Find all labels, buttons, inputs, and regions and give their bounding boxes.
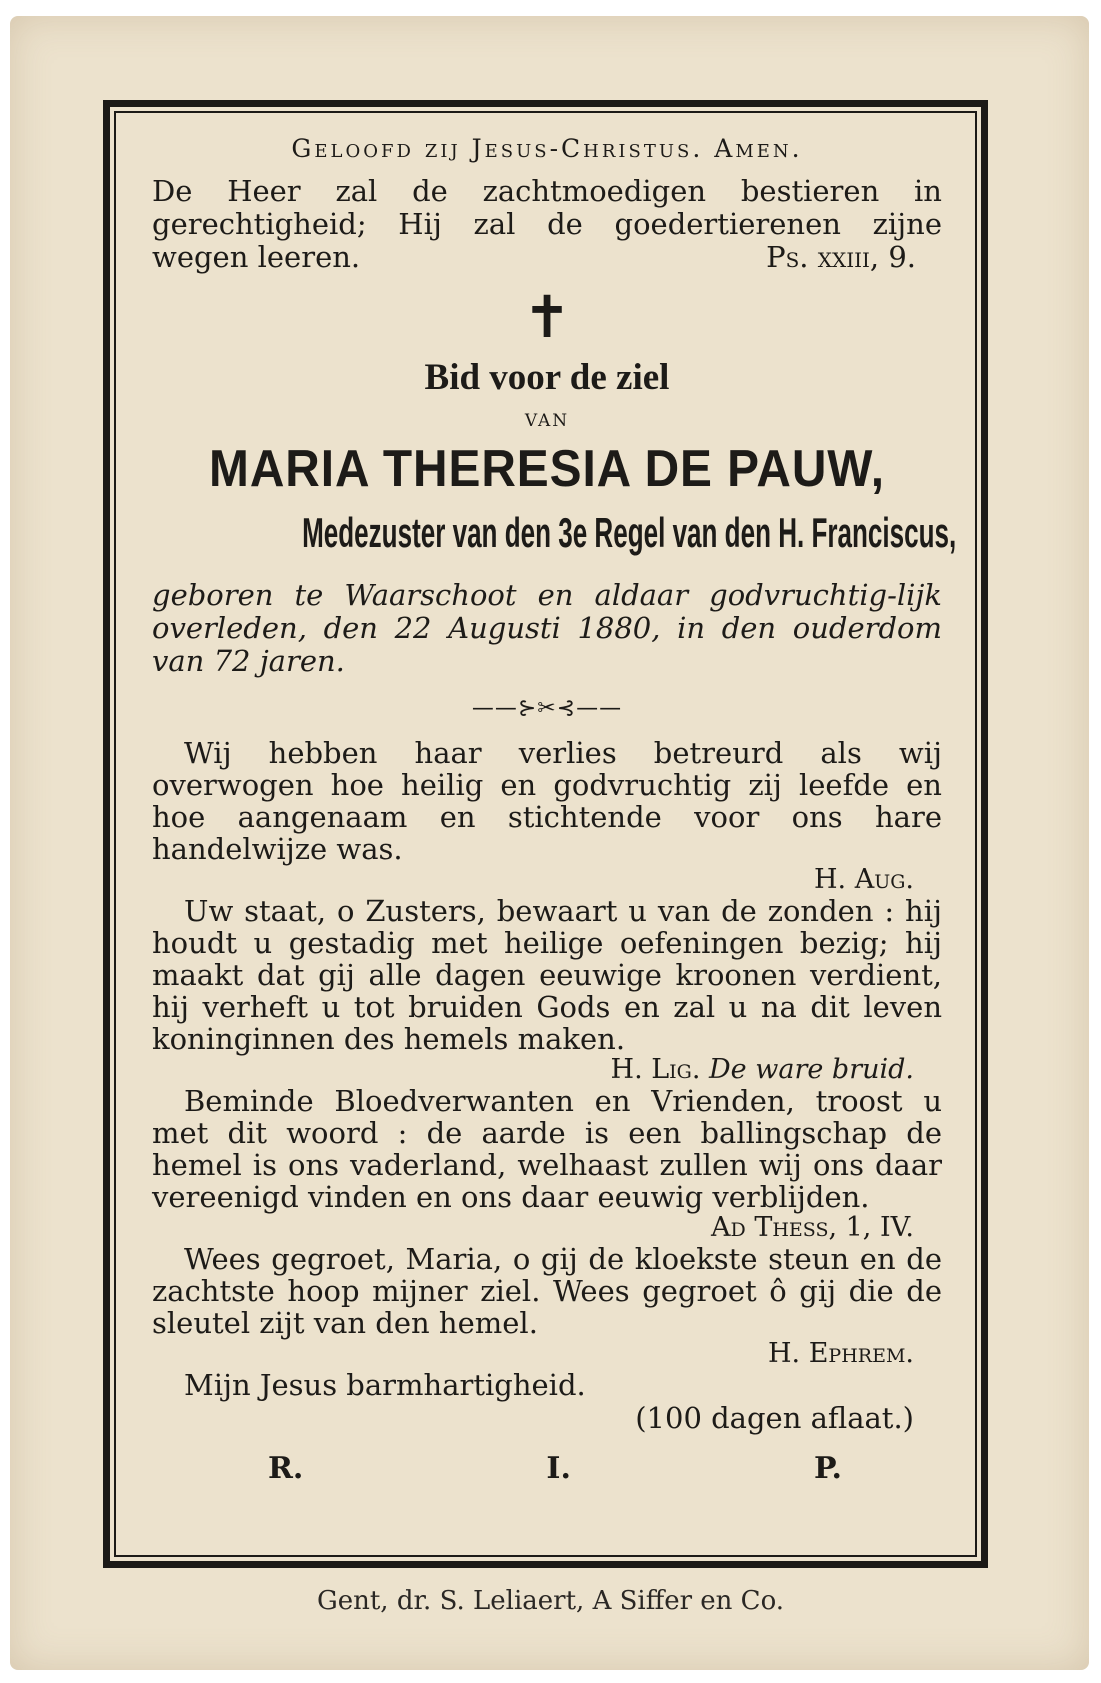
rip-r: R.: [268, 1451, 304, 1486]
prayer-heading: Bid voor de ziel: [424, 357, 670, 398]
source-ephrem: H. Ephrem.: [768, 1338, 914, 1369]
paragraph-thessalonians: Beminde Bloedverwanten en Vrienden, troost u met dit woord : de aarde is een ballingschap de hemel is ons vaderland, welhaast zullen wij ons daar vereenigd vinden en ons daar eeuwig verblijden.: [152, 1084, 942, 1214]
card-content: [152, 130, 957, 1486]
deceased-name: MARIA THERESIA DE PAUW,: [209, 440, 885, 498]
rip-p: P.: [813, 1451, 842, 1486]
rip-i: I.: [546, 1451, 571, 1486]
paragraph-augustine: Wij hebben haar verlies betreurd als wij overwogen hoe heilig en godvruchtig zij leefde en hoe aangenaam en stichtende voor ons hare handelwijze was.: [152, 736, 942, 866]
source-author: H. Lig.: [610, 1054, 701, 1085]
cross-icon: ✝: [522, 283, 572, 351]
scripture-verse: [152, 175, 942, 241]
birth-death-details: geboren te Waarschoot en aldaar godvruchtig-lijk overleden, den 22 Augusti 1880, in den ouderdom van 72 jaren.: [152, 578, 942, 678]
paragraph-liguori: Uw staat, o Zusters, bewaart u van de zonden : hij houdt u gestadig met heilige oefeningen bezig; hij maakt dat gij alle dagen eeuwige kroonen verdient, hij verheft u tot bruiden Gods en zal u na dit leven koninginnen des hemels maken.: [152, 894, 942, 1056]
verse-line: wegen leeren.: [152, 240, 361, 274]
verse-reference: Ps. xxiii, 9.: [766, 240, 916, 274]
verse-line: De Heer zal de zachtmoedigen bestieren in: [152, 174, 942, 208]
verse-line: gerechtigheid; Hij zal de goedertierenen zijne: [152, 207, 942, 241]
indulgence-note: (100 dagen aflaat.): [635, 1401, 914, 1435]
source-augustine: H. Aug.: [814, 864, 914, 895]
ornament-divider: ——⊱✂⊰——: [471, 696, 623, 721]
source-work: De ware bruid.: [709, 1054, 914, 1085]
rip-letters: [152, 1451, 942, 1486]
printer-imprint: Gent, dr. S. Leliaert, A Siffer en Co.: [316, 1586, 785, 1616]
van-label: VAN: [524, 411, 570, 431]
motto: Geloofd zij Jesus-Christus. Amen.: [291, 134, 803, 163]
source-thessalonians: Ad Thess, 1, IV.: [711, 1212, 914, 1243]
verse-last-line: [152, 241, 942, 274]
paragraph-ephrem: Wees gegroet, Maria, o gij de kloekste steun en de zachtste hoop mijner ziel. Wees gegroet ô gij die de sleutel zijt van den hemel.: [152, 1242, 942, 1340]
source-liguori: [152, 1055, 942, 1085]
ejaculation-prayer: Mijn Jesus barmhartigheid.: [184, 1368, 586, 1402]
religious-order: Medezuster van den 3e Regel van den H. Franciscus,: [302, 509, 957, 556]
